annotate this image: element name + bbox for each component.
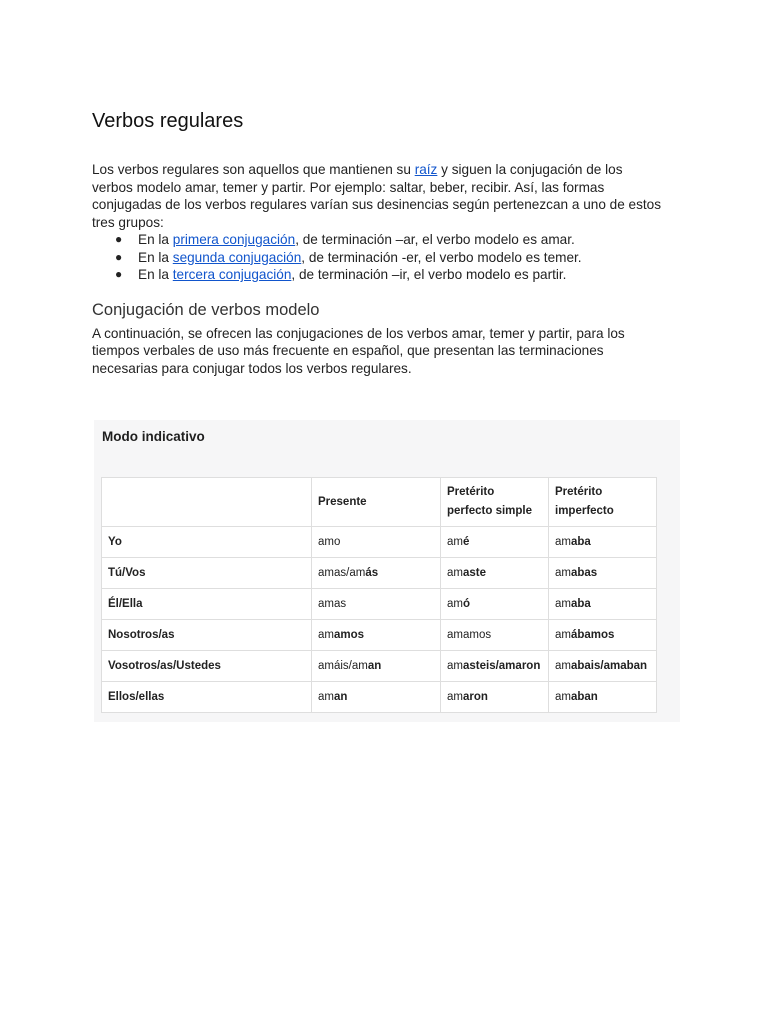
table-row	[102, 527, 657, 558]
stem: am	[447, 660, 463, 672]
ending: an	[367, 660, 382, 672]
section-paragraph: A continuación, se ofrecen las conjugaciones de los verbos amar, temer y partir, para los tiempos verbales de uso más frecuente en español, que presentan las terminaciones necesarias para conjugar todos los verbos regulares.	[92, 325, 625, 376]
presente-cell	[312, 589, 441, 620]
ending: aban	[570, 691, 598, 703]
ending: aba	[570, 598, 591, 610]
table-header-row	[102, 478, 657, 527]
ending: aron	[462, 691, 488, 703]
intro-text-end: y siguen la conjugación de los verbos modelo amar, temer y partir. Por ejemplo: saltar, beber, recibir. Así, las formas conjugadas de los verbos regulares varían sus desinencias según pertenezcan a uno de estos tres grupos:	[92, 162, 662, 230]
header-cell: Pretérito perfecto simple	[441, 478, 549, 527]
stem: am	[555, 598, 571, 610]
intro-paragraph	[92, 161, 662, 231]
pronoun-cell: Yo	[102, 527, 312, 558]
imperfecto-cell	[549, 527, 657, 558]
table-row	[102, 589, 657, 620]
list-item-text: En la	[138, 267, 173, 282]
header-cell	[102, 478, 312, 527]
stem: am	[555, 660, 571, 672]
stem: am	[318, 660, 334, 672]
ending: amos	[462, 629, 492, 641]
preterito-cell	[441, 589, 549, 620]
ending: é	[462, 536, 470, 548]
stem: am	[555, 629, 571, 641]
preterito-cell	[441, 651, 549, 682]
presente-cell	[312, 620, 441, 651]
tercera-conjugacion-link[interactable]: tercera conjugación	[172, 267, 292, 282]
presente-cell	[312, 651, 441, 682]
conjugation-list	[92, 231, 662, 284]
ending: as/am	[333, 567, 366, 579]
ending: áis/am	[333, 660, 368, 672]
stem: am	[318, 536, 334, 548]
ending: abas	[570, 567, 598, 579]
stem: am	[447, 629, 463, 641]
document-body	[92, 108, 662, 377]
stem: am	[447, 567, 463, 579]
header-cell: Presente	[312, 478, 441, 527]
stem: am	[447, 691, 463, 703]
list-item-text: En la	[138, 232, 173, 247]
ending: aban	[620, 660, 648, 672]
pronoun-cell: Nosotros/as	[102, 620, 312, 651]
table-row	[102, 620, 657, 651]
ending: amos	[333, 629, 365, 641]
imperfecto-cell	[549, 589, 657, 620]
list-item	[92, 249, 662, 267]
stem: am	[447, 536, 463, 548]
stem: am	[318, 629, 334, 641]
ending: ábamos	[570, 629, 615, 641]
bullet-icon: ●	[115, 249, 123, 264]
stem: am	[318, 598, 334, 610]
preterito-cell	[441, 558, 549, 589]
presente-cell	[312, 558, 441, 589]
stem: am	[447, 598, 463, 610]
preterito-cell	[441, 620, 549, 651]
list-item-text: , de terminación –ar, el verbo modelo es amar.	[295, 232, 575, 247]
pronoun-cell: Ellos/ellas	[102, 682, 312, 713]
pronoun-cell: Él/Ella	[102, 589, 312, 620]
ending: ás	[365, 567, 379, 579]
pronoun-cell: Tú/Vos	[102, 558, 312, 589]
ending: aba	[570, 536, 591, 548]
stem: am	[318, 691, 334, 703]
stem: am	[555, 567, 571, 579]
preterito-cell	[441, 682, 549, 713]
bullet-icon: ●	[115, 267, 123, 281]
table-row	[102, 682, 657, 713]
preterito-cell	[441, 527, 549, 558]
list-item	[92, 266, 662, 284]
imperfecto-cell	[549, 620, 657, 651]
header-cell: Pretérito imperfecto	[549, 478, 657, 527]
stem: am	[555, 536, 571, 548]
ending: an	[333, 691, 348, 703]
ending: ó	[462, 598, 471, 610]
list-item-text: , de terminación –ir, el verbo modelo es partir.	[291, 267, 567, 282]
table-row	[102, 651, 657, 682]
raiz-link[interactable]: raíz	[414, 162, 438, 177]
stem: am	[555, 691, 571, 703]
ending: aste	[462, 567, 487, 579]
ending: abais/am	[570, 660, 621, 672]
presente-cell	[312, 682, 441, 713]
table-title: Modo indicativo	[102, 429, 205, 444]
conjugation-table	[101, 477, 657, 713]
conjugation-table-image	[94, 420, 680, 722]
imperfecto-cell	[549, 651, 657, 682]
segunda-conjugacion-link[interactable]: segunda conjugación	[172, 249, 302, 265]
ending: o	[333, 536, 341, 548]
ending: asteis/am	[462, 660, 516, 672]
section-heading: Conjugación de verbos modelo	[92, 300, 320, 319]
bullet-icon: ●	[115, 232, 123, 246]
primera-conjugacion-link[interactable]: primera conjugación	[172, 232, 296, 247]
presente-cell	[312, 527, 441, 558]
pronoun-cell: Vosotros/as/Ustedes	[102, 651, 312, 682]
imperfecto-cell	[549, 558, 657, 589]
ending: aron	[515, 660, 541, 672]
list-item-text: , de terminación -er, el verbo modelo es temer.	[301, 249, 582, 265]
list-item-text: En la	[138, 249, 173, 265]
page-title: Verbos regulares	[92, 110, 244, 132]
stem: am	[318, 567, 334, 579]
table-row	[102, 558, 657, 589]
ending: as	[333, 598, 347, 610]
intro-text-start: Los verbos regulares son aquellos que mantienen su	[92, 162, 415, 177]
imperfecto-cell	[549, 682, 657, 713]
list-item	[92, 231, 662, 249]
